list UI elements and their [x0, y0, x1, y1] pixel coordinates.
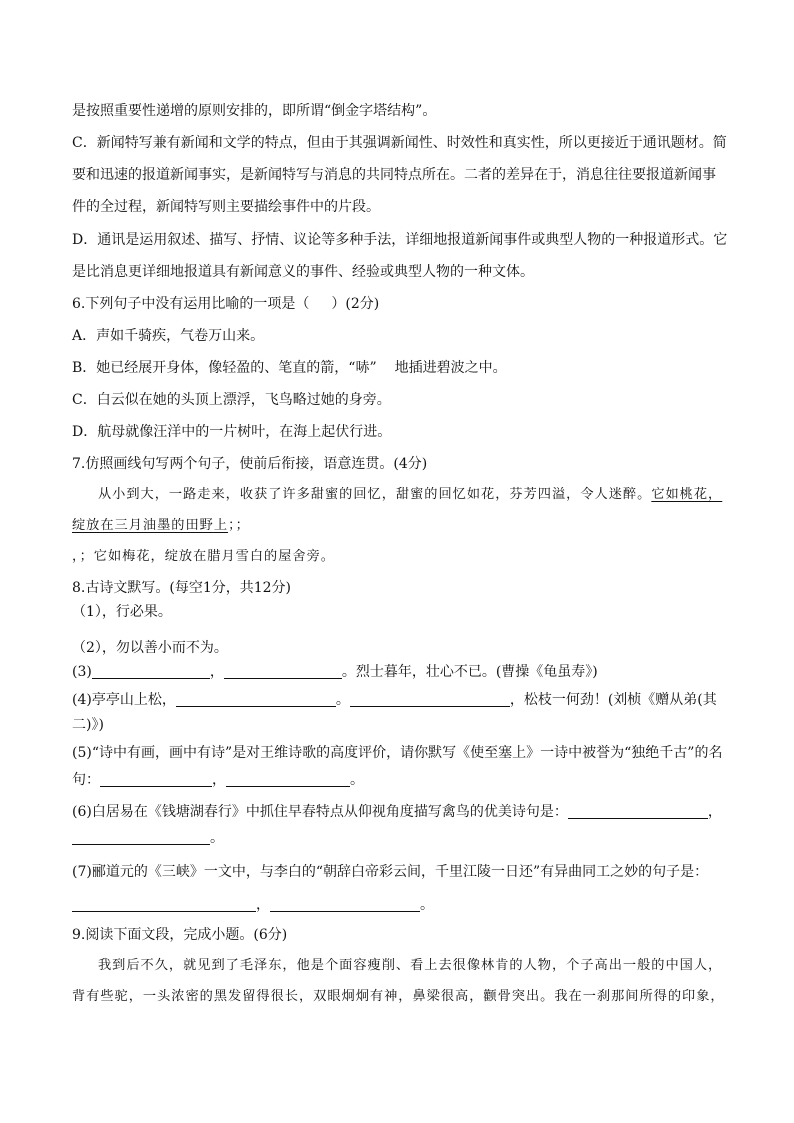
option-d-line-2: 是比消息更详细地报道具有新闻意义的事件、经验或典型人物的一种文体。 [72, 264, 534, 280]
answer-blank[interactable] [350, 692, 510, 707]
question-8-item-2: （2），勿以善小而不为。 [72, 640, 228, 656]
option-b-text-1: B．她已经展开身体，像轻盈的、笔直的箭，“哧” [72, 360, 377, 376]
option-b-text-2: 地插进碧波之中。 [394, 360, 507, 376]
option-c-line-3: 件的全过程，新闻特写则主要描绘事件中的片段。 [72, 199, 380, 215]
question-8-item-3: (3) ， 。烈士暮年，壮心不已。(曹操《龟虽寿》) [72, 664, 598, 680]
passage-text: 从小到大，一路走来，收获了许多甜蜜的回忆，甜蜜的回忆如花，芬芳四溢，令人迷醉。 [98, 487, 652, 502]
question-8-item-4-cont: 二)》) [72, 717, 104, 733]
option-c-line-1: C．新闻特写兼有新闻和文学的特点，但由于其强调新闻性、时效性和真实性，所以更接近于通讯题材。简 [72, 135, 727, 151]
question-6-option-a: A．声如千骑疾，气卷万山来。 [72, 328, 265, 344]
question-9-passage-line-1: 我到后不久，就见到了毛泽东，他是个面容瘦削、看上去很像林肯的人物，个子高出一般的中国人， [98, 958, 723, 973]
question-7-passage-line-3: ，；它如梅花，绽放在腊月雪白的屋舍旁。 [72, 549, 335, 564]
question-6-score: ）(2分) [331, 296, 380, 312]
question-8: 8.古诗文默写。(每空1分，共12分) [72, 580, 292, 596]
question-6-option-d: D．航母就像汪洋中的一片树叶，在海上起伏行进。 [72, 424, 392, 440]
question-8-item-5-answer: 句： ， 。 [72, 772, 364, 788]
option-c-line-2: 要和迅速的报道新闻事实，是新闻特写与消息的共同特点所在。二者的差异在于，消息往往要报道新闻事 [72, 167, 716, 183]
underlined-sentence: 绽放在三月油墨的田野上 [72, 518, 229, 533]
question-7-passage-line-1 [98, 485, 722, 505]
question-8-item-4: (4)亭亭山上松， 。 ，松枝一何劲！(刘桢《赠从弟(其 [72, 692, 717, 708]
question-8-item-1: （1），行必果。 [72, 604, 172, 620]
option-d-line-1: D．通讯是运用叙述、描写、抒情、议论等多种手法，详细地报道新闻事件或典型人物的一种报道形式。它 [72, 232, 728, 248]
answer-blank[interactable] [176, 692, 336, 707]
answer-blank[interactable] [92, 664, 210, 679]
question-6-text: 6.下列句子中没有运用比喻的一项是（ [72, 296, 310, 312]
answer-blank[interactable] [568, 804, 708, 819]
question-6-option-c: C．白云似在她的头顶上漂浮，飞鸟略过她的身旁。 [72, 392, 391, 408]
question-7: 7.仿照画线句写两个句子，使前后衔接，语意连贯。(4分) [72, 456, 428, 472]
text-line: 是按照重要性递增的原则安排的，即所谓“倒金字塔结构”。 [72, 103, 437, 119]
question-8-item-5: (5)“诗中有画，画中有诗”是对王维诗歌的高度评价，请你默写《使至塞上》一诗中被誉为“独绝千古”的名 [72, 745, 723, 761]
answer-slot[interactable]: ；； [228, 518, 250, 533]
question-8-item-7: (7)郦道元的《三峡》一文中，与李白的“朝辞白帝彩云间，千里江陵一日还”有异曲同工之妙的句子是： [72, 864, 709, 880]
question-7-passage-line-2 [72, 516, 250, 536]
answer-blank[interactable] [226, 772, 350, 787]
question-8-item-6-cont: 。 [72, 828, 224, 848]
answer-blank[interactable] [270, 897, 420, 912]
question-8-item-7-answer: ， 。 [72, 895, 434, 915]
answer-blank[interactable] [72, 830, 210, 845]
question-9-passage-line-2: 背有些驼，一头浓密的黑发留得很长，双眼炯炯有神，鼻梁很高，颧骨突出。我在一刹那间所得的印象， [72, 989, 725, 1004]
answer-blank[interactable] [72, 897, 256, 912]
question-9: 9.阅读下面文段，完成小题。(6分) [72, 927, 288, 943]
underlined-sentence: 它如桃花， [651, 487, 723, 502]
question-6-option-b [72, 358, 507, 378]
question-6 [72, 294, 379, 314]
question-8-item-6: (6)白居易在《钱塘湖春行》中抓住早春特点从仰视角度描写禽鸟的优美诗句是： ， [72, 804, 722, 820]
answer-blank[interactable] [100, 772, 212, 787]
answer-blank[interactable] [224, 664, 342, 679]
